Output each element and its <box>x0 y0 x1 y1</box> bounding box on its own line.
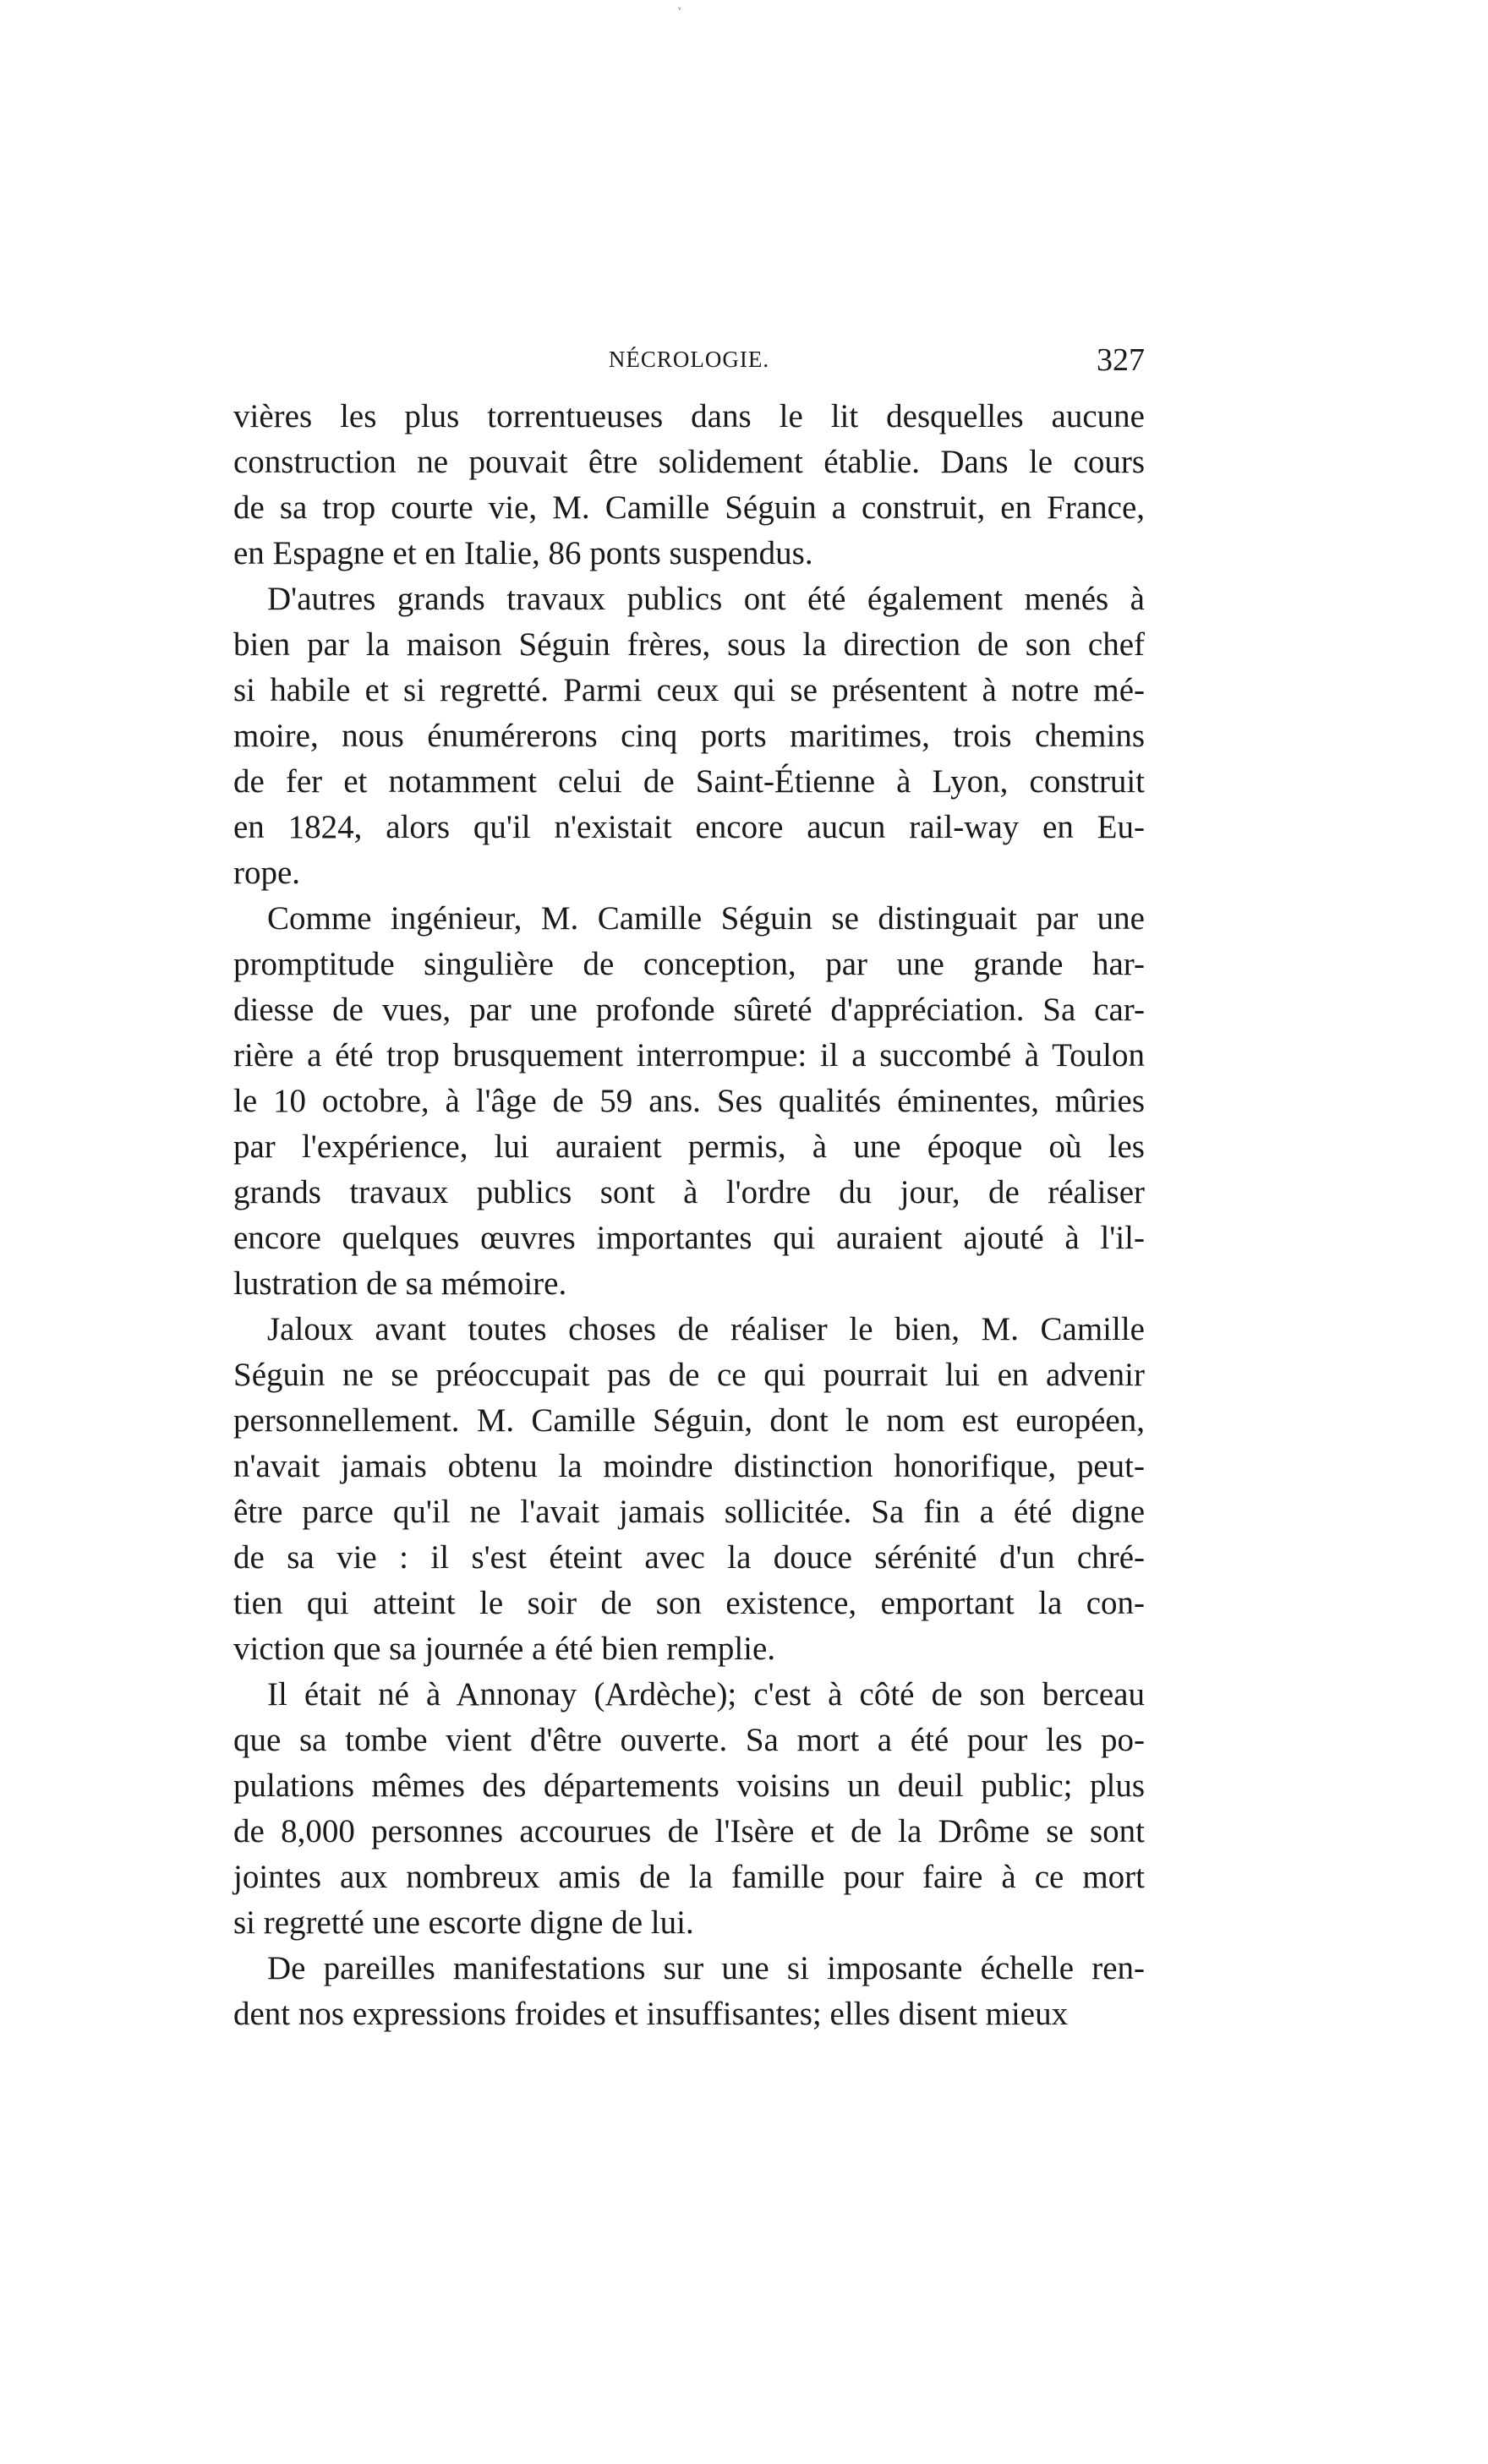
text-line: moire, nous énumérerons cinq ports maritimes, trois chemins <box>233 718 1145 754</box>
page-number: 327 <box>1097 342 1145 378</box>
text-line: lustration de sa mémoire. <box>233 1265 567 1302</box>
text-line: rière a été trop brusquement interrompue: il a succombé à Toulon <box>233 1037 1145 1074</box>
paragraph <box>233 394 1145 576</box>
text-line: De pareilles manifestations sur une si imposante échelle ren- <box>267 1950 1145 1986</box>
text-line: pulations mêmes des départements voisins un deuil public; plus <box>233 1767 1145 1804</box>
text-line: de sa trop courte vie, M. Camille Séguin a construit, en France, <box>233 489 1145 526</box>
text-line: de 8,000 personnes accourues de l'Isère et de la Drôme se sont <box>233 1813 1145 1849</box>
paragraph <box>233 576 1145 896</box>
text-line: rope. <box>233 855 301 891</box>
paragraph <box>233 1672 1145 1946</box>
text-line: grands travaux publics sont à l'ordre du jour, de réaliser <box>233 1174 1145 1210</box>
text-line: dent nos expressions froides et insuffisantes; elles disent mieux <box>233 1996 1069 2032</box>
paragraph <box>233 1946 1145 2037</box>
text-line: bien par la maison Séguin frères, sous la direction de son chef <box>233 626 1145 663</box>
text-line: diesse de vues, par une profonde sûreté d'appréciation. Sa car- <box>233 992 1145 1028</box>
paragraph <box>233 896 1145 1307</box>
text-line: en 1824, alors qu'il n'existait encore aucun rail-way en Eu- <box>233 809 1145 845</box>
text-line: jointes aux nombreux amis de la famille pour faire à ce mort <box>233 1859 1145 1895</box>
text-line: en Espagne et en Italie, 86 ponts suspendus. <box>233 535 813 571</box>
ink-mark: ᵥ <box>678 0 681 12</box>
text-line: viction que sa journée a été bien remplie. <box>233 1631 776 1667</box>
running-title: NÉCROLOGIE. <box>608 347 770 372</box>
text-line: D'autres grands travaux publics ont été également menés à <box>267 581 1145 617</box>
text-line: que sa tombe vient d'être ouverte. Sa mort a été pour les po- <box>233 1722 1145 1758</box>
text-line: n'avait jamais obtenu la moindre distinction honorifique, peut- <box>233 1448 1145 1484</box>
text-line: Séguin ne se préoccupait pas de ce qui pourrait lui en advenir <box>233 1357 1145 1393</box>
paragraph <box>233 1307 1145 1672</box>
text-line: si regretté une escorte digne de lui. <box>233 1904 694 1941</box>
text-line: de fer et notamment celui de Saint-Étienne à Lyon, construit <box>233 763 1145 800</box>
page-header <box>233 341 1145 382</box>
text-line: Il était né à Annonay (Ardèche); c'est à côté de son berceau <box>267 1676 1145 1713</box>
text-line: le 10 octobre, à l'âge de 59 ans. Ses qualités éminentes, mûries <box>233 1083 1145 1119</box>
text-line: encore quelques œuvres importantes qui auraient ajouté à l'il- <box>233 1220 1145 1256</box>
text-line: si habile et si regretté. Parmi ceux qui se présentent à notre mé- <box>233 672 1145 708</box>
text-line: promptitude singulière de conception, par une grande har- <box>233 946 1145 982</box>
text-line: construction ne pouvait être solidement établie. Dans le cours <box>233 444 1145 480</box>
page-body <box>233 394 1145 2037</box>
text-line: tien qui atteint le soir de son existence, emportant la con- <box>233 1585 1145 1621</box>
text-line: Jaloux avant toutes choses de réaliser le bien, M. Camille <box>267 1311 1145 1347</box>
text-line: Comme ingénieur, M. Camille Séguin se distinguait par une <box>267 900 1145 937</box>
text-line: être parce qu'il ne l'avait jamais sollicitée. Sa fin a été digne <box>233 1494 1145 1530</box>
text-line: de sa vie : il s'est éteint avec la douce sérénité d'un chré- <box>233 1539 1145 1576</box>
text-line: par l'expérience, lui auraient permis, à une époque où les <box>233 1128 1145 1165</box>
text-line: personnellement. M. Camille Séguin, dont le nom est européen, <box>233 1402 1145 1439</box>
text-line: vières les plus torrentueuses dans le lit desquelles aucune <box>233 398 1145 434</box>
